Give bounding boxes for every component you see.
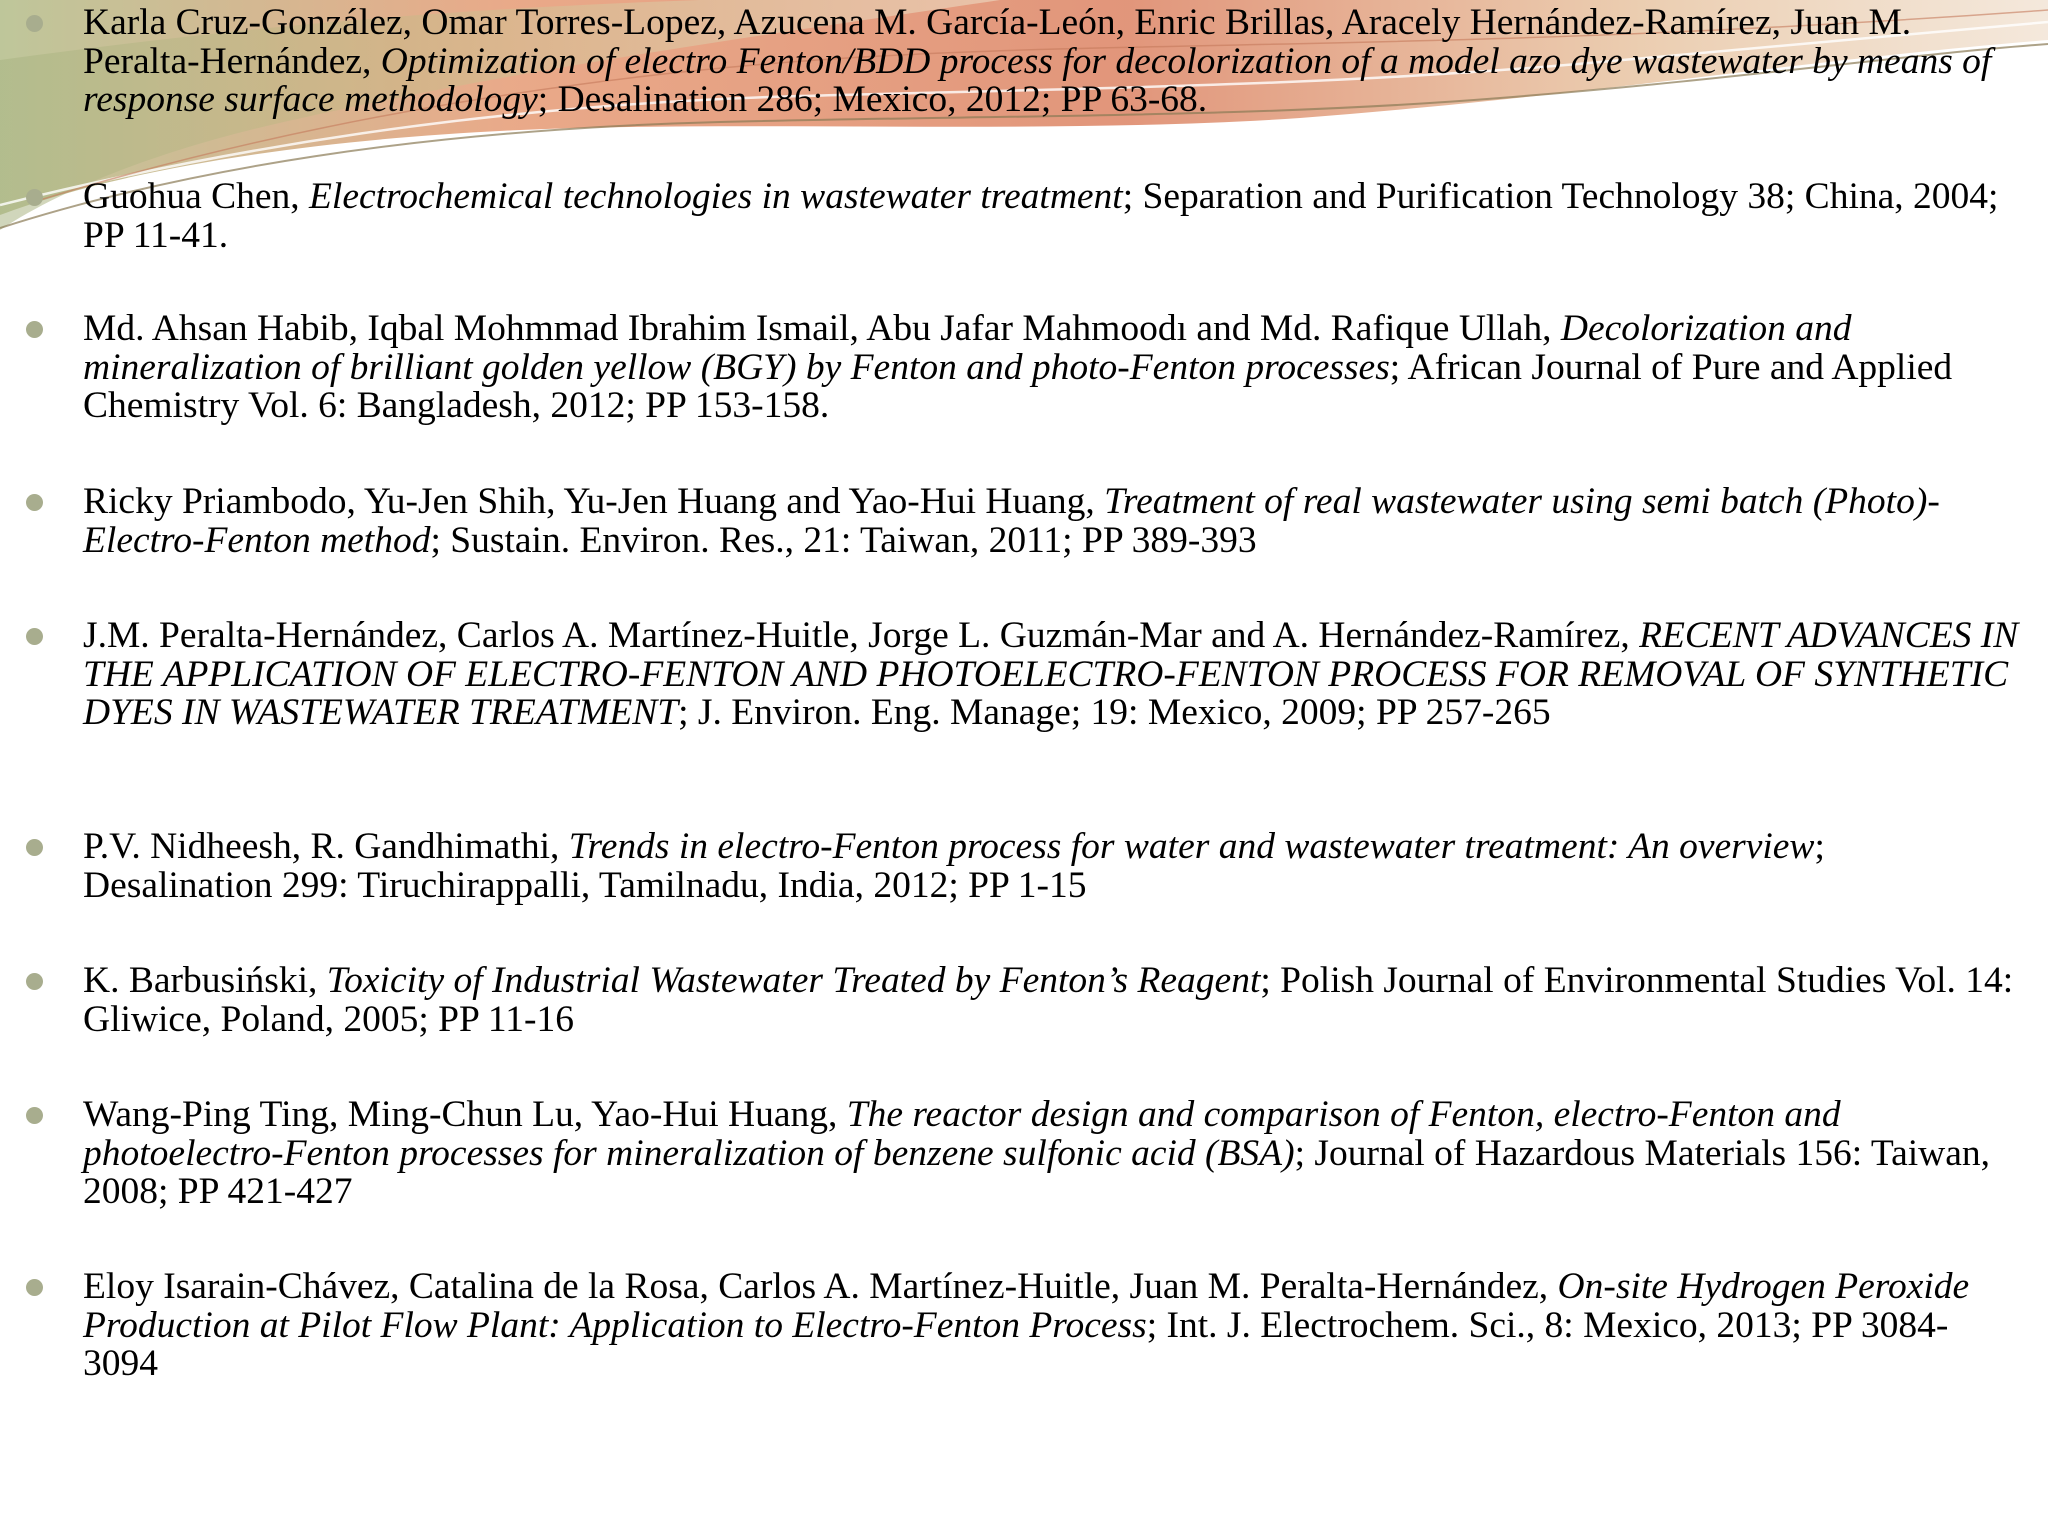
reference-title: Decolorization and mineralization of brilliant golden yellow (BGY) by Fenton and photo-Fenton processes — [83, 308, 1852, 388]
bullet-icon — [26, 321, 43, 338]
bullet-icon — [26, 628, 43, 645]
reference-authors: K. Barbusiński, — [83, 960, 327, 1001]
reference-authors: Md. Ahsan Habib, Iqbal Mohmmad Ibrahim Ismail, Abu Jafar Mahmoodı and Md. Rafique Ullah, — [83, 308, 1561, 349]
bullet-icon — [26, 839, 43, 856]
reference-item-9 — [83, 1268, 2023, 1384]
reference-source: ; J. Environ. Eng. Manage; 19: Mexico, 2009; PP 257-265 — [678, 692, 1551, 733]
reference-title: On-site Hydrogen Peroxide Production at Pilot Flow Plant: Application to Electro-Fenton Process — [83, 1266, 1970, 1346]
reference-source: ; Separation and Purification Technology 38; China, 2004; PP 11-41. — [83, 176, 1999, 256]
bullet-icon — [26, 1279, 43, 1296]
reference-source: ; Desalination 286; Mexico, 2012; PP 63-68. — [537, 79, 1208, 120]
reference-item-5 — [83, 617, 2023, 733]
bullet-icon — [26, 494, 43, 511]
reference-title: Optimization of electro Fenton/BDD process for decolorization of a model azo dye wastewater by means of response surface methodology — [83, 40, 1992, 120]
reference-authors: Guohua Chen, — [83, 176, 310, 217]
reference-item-1 — [83, 4, 2023, 120]
reference-source: ; Int. J. Electrochem. Sci., 8: Mexico, 2013; PP 3084-3094 — [83, 1304, 1949, 1384]
reference-source: ; Journal of Hazardous Materials 156: Taiwan, 2008; PP 421-427 — [83, 1132, 1991, 1212]
reference-authors: P.V. Nidheesh, R. Gandhimathi, — [83, 826, 569, 867]
reference-source: ; African Journal of Pure and Applied Chemistry Vol. 6: Bangladesh, 2012; PP 153-158. — [83, 346, 1953, 426]
reference-item-7 — [83, 962, 2023, 1039]
reference-item-2 — [83, 178, 2023, 255]
bullet-icon — [26, 1107, 43, 1124]
reference-item-3 — [83, 310, 2023, 426]
reference-title: Treatment of real wastewater using semi batch (Photo)-Electro-Fenton method — [83, 481, 1940, 561]
reference-authors: Ricky Priambodo, Yu-Jen Shih, Yu-Jen Huang and Yao-Hui Huang, — [83, 481, 1105, 522]
reference-item-8 — [83, 1096, 2023, 1212]
reference-source: ; Polish Journal of Environmental Studies Vol. 14: Gliwice, Poland, 2005; PP 11-16 — [83, 960, 2014, 1040]
reference-title: Trends in electro-Fenton process for water and wastewater treatment: An overview — [568, 826, 1815, 867]
bullet-icon — [26, 973, 43, 990]
reference-source: ; Desalination 299: Tiruchirappalli, Tamilnadu, India, 2012; PP 1-15 — [83, 826, 1825, 906]
reference-item-4 — [83, 483, 2023, 560]
reference-item-6 — [83, 828, 2023, 905]
reference-title: The reactor design and comparison of Fenton, electro-Fenton and photoelectro-Fenton processes for mineralization of benzene sulfonic acid (BSA) — [83, 1094, 1841, 1174]
reference-title: Toxicity of Industrial Wastewater Treated by Fenton’s Reagent — [326, 960, 1261, 1001]
reference-title: Electrochemical technologies in wastewater treatment — [309, 176, 1123, 217]
reference-authors: Karla Cruz-González, Omar Torres-Lopez, Azucena M. García-León, Enric Brillas, Aracely Hernández-Ramírez, Juan M. Peralta-Hernández, — [83, 2, 1912, 82]
reference-authors: Wang-Ping Ting, Ming-Chun Lu, Yao-Hui Huang, — [83, 1094, 847, 1135]
reference-authors: Eloy Isarain-Chávez, Catalina de la Rosa, Carlos A. Martínez-Huitle, Juan M. Peralta-Hernández, — [83, 1266, 1558, 1307]
reference-source: ; Sustain. Environ. Res., 21: Taiwan, 2011; PP 389-393 — [430, 519, 1257, 561]
bullet-icon — [26, 189, 43, 206]
reference-title: RECENT ADVANCES IN THE APPLICATION OF ELECTRO-FENTON AND PHOTOELECTRO-FENTON PROCESS FOR REMOVAL OF SYNTHETIC DYES IN WASTEWATER TREATMENT — [83, 615, 2019, 733]
reference-authors: J.M. Peralta-Hernández, Carlos A. Martínez-Huitle, Jorge L. Guzmán-Mar and A. Hernández-Ramírez, — [83, 615, 1640, 656]
bullet-icon — [26, 15, 43, 32]
